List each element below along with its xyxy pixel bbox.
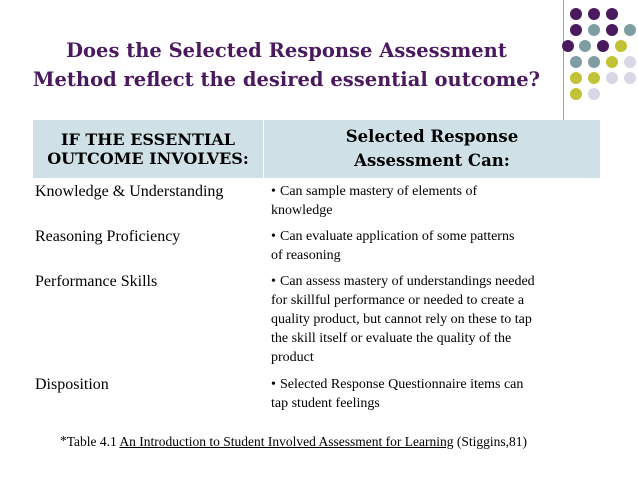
dot-purple — [562, 40, 574, 52]
dot-purple — [606, 24, 618, 36]
outcome-cell: Disposition — [35, 376, 109, 393]
dot-purple — [606, 8, 618, 20]
table-header-assessment-line-1: Selected Response — [345, 127, 519, 146]
table-header-outcome-line-1: IF THE ESSENTIAL — [60, 130, 236, 149]
assessment-line: for skillful performance or needed to create a — [271, 293, 525, 308]
assessment-cell — [271, 272, 596, 367]
footnote-asterisk: * — [60, 433, 67, 448]
assessment-cell — [271, 227, 596, 265]
dot-yellow — [588, 72, 600, 84]
dot-lavender — [588, 88, 600, 100]
outcome-cell: Knowledge & Understanding — [35, 183, 224, 200]
outcome-cell: Reasoning Proficiency — [35, 228, 181, 245]
table-footnote — [60, 433, 527, 450]
dot-yellow — [606, 56, 618, 68]
slide-title-line-2: Method reflect the desired essential outcome? — [32, 68, 541, 91]
dot-teal — [588, 24, 600, 36]
assessment-line: the skill itself or evaluate the quality of the — [271, 331, 512, 346]
table-header-outcome-line-2: OUTCOME INVOLVES: — [47, 149, 249, 168]
dot-lavender — [624, 56, 636, 68]
dot-purple — [570, 24, 582, 36]
dot-yellow — [615, 40, 627, 52]
table-header-assessment — [264, 120, 600, 178]
assessment-line: product — [271, 350, 314, 365]
assessment-line: of reasoning — [271, 248, 341, 263]
dot-purple — [597, 40, 609, 52]
dot-teal — [624, 24, 636, 36]
outcome-cell: Performance Skills — [35, 273, 158, 290]
assessment-line: knowledge — [271, 203, 333, 218]
footnote-prefix: Table 4.1 — [66, 434, 120, 449]
dot-lavender — [606, 72, 618, 84]
footnote-suffix: (Stiggins,81) — [453, 434, 528, 449]
slide-title-line-1: Does the Selected Response Assessment — [66, 39, 507, 62]
bullet-icon: • — [271, 274, 276, 289]
assessment-line: quality product, but cannot rely on these to tap — [271, 312, 532, 327]
dot-yellow — [570, 72, 582, 84]
assessment-line: Can sample mastery of elements of — [280, 184, 478, 199]
bullet-icon: • — [271, 377, 276, 392]
table-header-assessment-line-2: Assessment Can: — [354, 151, 510, 170]
assessment-line: tap student feelings — [271, 396, 380, 411]
dot-teal — [579, 40, 591, 52]
dot-teal — [570, 56, 582, 68]
assessment-line: Can assess mastery of understandings needed — [280, 274, 535, 289]
dot-lavender — [624, 72, 636, 84]
dot-yellow — [570, 88, 582, 100]
slide-title — [14, 36, 559, 94]
dot-purple — [588, 8, 600, 20]
decorative-divider — [563, 0, 564, 135]
dot-purple — [570, 8, 582, 20]
assessment-cell — [271, 182, 596, 220]
assessment-line: Selected Response Questionnaire items can — [280, 377, 524, 392]
bullet-icon: • — [271, 184, 276, 199]
dot-teal — [588, 56, 600, 68]
table-header-outcome — [33, 120, 263, 178]
assessment-line: Can evaluate application of some patterns — [280, 229, 515, 244]
bullet-icon: • — [271, 229, 276, 244]
book-title-link[interactable]: An Introduction to Student Involved Assessment for Learning — [119, 434, 454, 449]
assessment-cell — [271, 375, 596, 413]
